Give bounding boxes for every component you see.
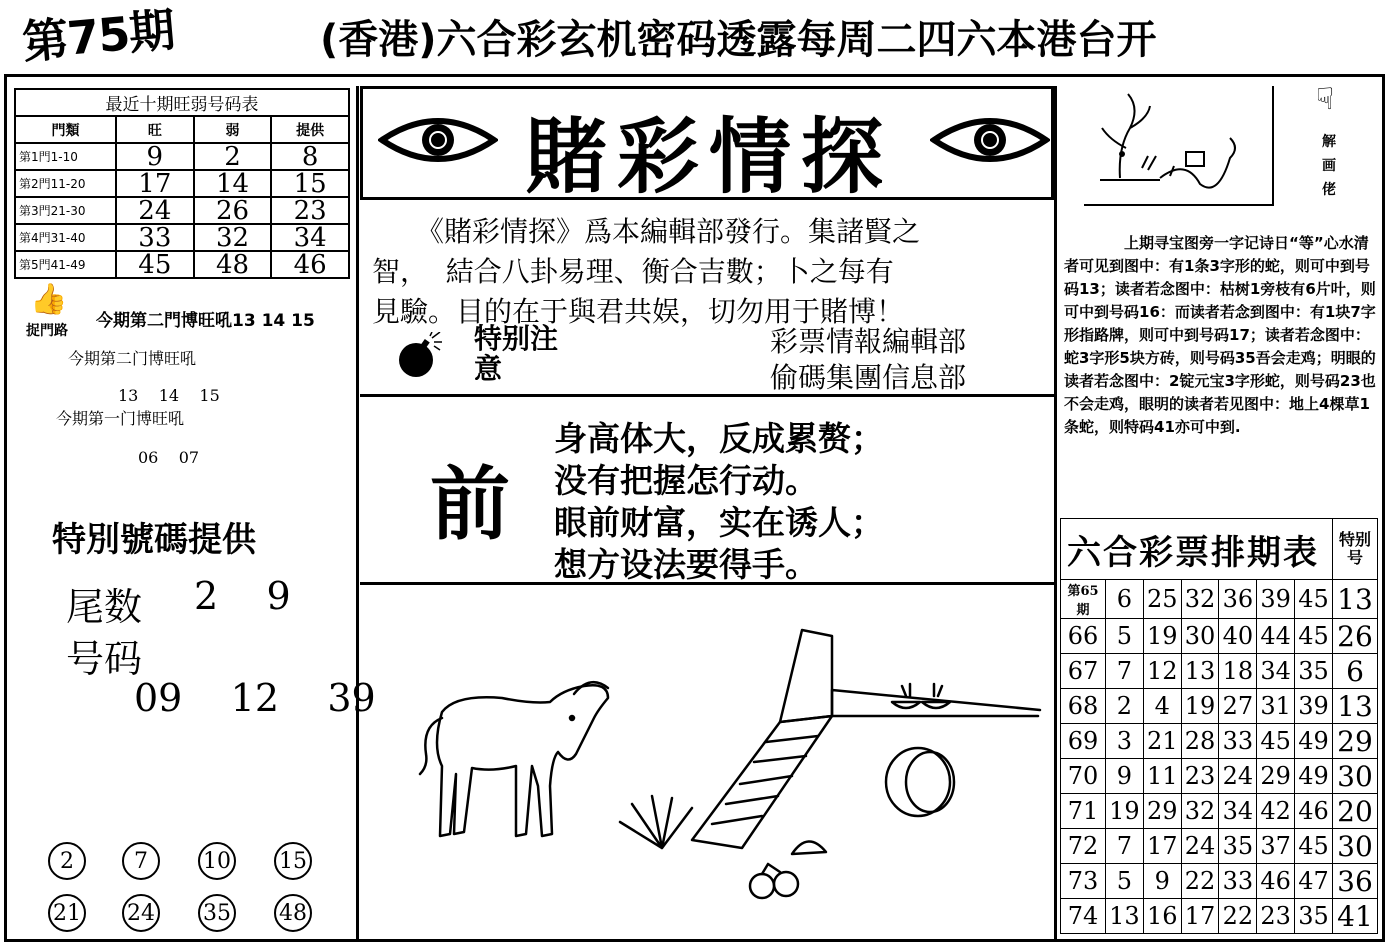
schedule-row — [1061, 899, 1378, 934]
draw-number: 39 — [1295, 689, 1333, 724]
draw-number: 33 — [1219, 864, 1257, 899]
draw-number: 25 — [1143, 580, 1181, 619]
draw-number: 31 — [1257, 689, 1295, 724]
poem-line: 眼前财富，实在诱人； — [554, 503, 884, 542]
schedule-body — [1061, 580, 1378, 934]
period-cell: 73 — [1061, 864, 1106, 899]
tip-line: 今期第二門博旺吼13 14 15 — [96, 311, 315, 331]
schedule-row — [1061, 759, 1378, 794]
draw-number: 2 — [1106, 689, 1144, 724]
draw-number: 47 — [1295, 864, 1333, 899]
period-cell: 72 — [1061, 829, 1106, 864]
schedule-row — [1061, 724, 1378, 759]
period-cell: 68 — [1061, 689, 1106, 724]
special-number: 30 — [1333, 759, 1378, 794]
draw-number: 39 — [1257, 580, 1295, 619]
schedule-row — [1061, 829, 1378, 864]
tail-values: 2 9 — [194, 574, 291, 618]
special-number: 20 — [1333, 794, 1378, 829]
draw-number: 24 — [1219, 759, 1257, 794]
row-label: 第1門1-10 — [15, 143, 116, 170]
draw-number: 32 — [1181, 580, 1219, 619]
schedule-row — [1061, 689, 1378, 724]
draw-number: 23 — [1257, 899, 1295, 934]
draw-number: 27 — [1219, 689, 1257, 724]
number-circle: 48 — [274, 894, 312, 932]
thumbs-up-icon: 👍 — [30, 282, 68, 317]
draw-number: 29 — [1257, 759, 1295, 794]
draw-number: 46 — [1257, 864, 1295, 899]
hint-paragraph: 上期寻宝图旁一字记诗日“等”心水清者可见到图中：有1条3字形的蛇，则可中到号码13；读者若念图中：枯树1旁枝有6片叶，则可中到号码16：而读者若念到图中：有1块7字形指路牌，则可中到号码17；读者若念图中：蛇3字形5块方砖，则号码35吾会走鸡；明眼的读者若念图中：2锭元宝3字形蛇，则号码23也不会走鸡，眼明的读者若见图中：地上4棵草1条蛇，则特码41亦可中到. — [1064, 234, 1376, 436]
draw-number: 7 — [1106, 829, 1144, 864]
table-row — [15, 170, 349, 197]
intro-line: 見驗。目的在于與君共娱，切勿用于賭博！ — [372, 295, 905, 328]
schedule-special-header: 特别号 — [1333, 519, 1378, 580]
draw-number: 23 — [1181, 759, 1219, 794]
divider-left — [356, 86, 359, 942]
riddle-char: 前 — [430, 458, 510, 551]
period-cell: 70 — [1061, 759, 1106, 794]
draw-number: 44 — [1257, 619, 1295, 654]
draw-number: 28 — [1181, 724, 1219, 759]
period-cell: 66 — [1061, 619, 1106, 654]
hot-value: 24 — [116, 197, 194, 224]
offer-value: 46 — [271, 251, 349, 278]
number-circle: 35 — [198, 894, 236, 932]
number-circle: 24 — [122, 894, 160, 932]
draw-number: 35 — [1295, 899, 1333, 934]
code-label: 号码 — [66, 637, 143, 681]
row-label: 第4門31-40 — [15, 224, 116, 251]
schedule-row — [1061, 654, 1378, 689]
period-cell: 71 — [1061, 794, 1106, 829]
offer-value: 23 — [271, 197, 349, 224]
special-number: 36 — [1333, 864, 1378, 899]
special-number: 6 — [1333, 654, 1378, 689]
draw-number: 17 — [1143, 829, 1181, 864]
period-cell: 67 — [1061, 654, 1106, 689]
draw-number: 13 — [1181, 654, 1219, 689]
dept-name-2: 偷碼集團信息部 — [770, 361, 967, 394]
draw-number: 4 — [1143, 689, 1181, 724]
schedule-row — [1061, 580, 1378, 619]
special-number: 13 — [1333, 580, 1378, 619]
draw-number: 5 — [1106, 864, 1144, 899]
draw-number: 16 — [1143, 899, 1181, 934]
special-notice: 特别注意 — [474, 322, 559, 385]
headline: (香港)六合彩玄机密码透露每周二四六本港台开 — [320, 17, 1157, 63]
issue-number: 第75期 — [20, 2, 177, 70]
draw-number: 34 — [1219, 794, 1257, 829]
draw-number: 19 — [1106, 794, 1144, 829]
schedule-row — [1061, 794, 1378, 829]
divider-right — [1054, 86, 1057, 942]
bomb-icon — [396, 332, 442, 378]
draw-number: 45 — [1295, 829, 1333, 864]
note-numbers-2: 06 07 — [138, 448, 200, 467]
intro-line: 智， 結合八卦易理、衡合吉數；卜之每有 — [372, 255, 894, 288]
table-caption: 最近十期旺弱号码表 — [15, 89, 349, 116]
draw-number: 19 — [1181, 689, 1219, 724]
hot-value: 33 — [116, 224, 194, 251]
draw-number: 6 — [1106, 580, 1144, 619]
masthead-title: 賭彩情探 — [524, 109, 893, 205]
calf — [437, 685, 608, 836]
hot-value: 17 — [116, 170, 194, 197]
draw-number: 34 — [1257, 654, 1295, 689]
riddle-illustration — [362, 586, 1052, 938]
cold-value: 14 — [194, 170, 272, 197]
table-header: 門類 — [15, 116, 116, 143]
draw-number: 42 — [1257, 794, 1295, 829]
draw-number: 46 — [1295, 794, 1333, 829]
pointing-hand-icon: ☟ — [1316, 82, 1335, 117]
draw-number: 49 — [1295, 759, 1333, 794]
hot-value: 45 — [116, 251, 194, 278]
special-number: 26 — [1333, 619, 1378, 654]
draw-number: 36 — [1219, 580, 1257, 619]
eye-icon — [378, 112, 498, 168]
schedule-row — [1061, 619, 1378, 654]
hint-text — [1064, 232, 1378, 439]
period-cell: 69 — [1061, 724, 1106, 759]
tip-label: 捉門路 — [26, 323, 68, 339]
note-line-1: 今期第二门博旺吼 — [68, 349, 197, 368]
poem-line: 身高体大，反成累赘； — [554, 419, 884, 458]
tail-label: 尾数 — [66, 585, 143, 629]
draw-number: 3 — [1106, 724, 1144, 759]
special-number: 29 — [1333, 724, 1378, 759]
offer-value: 15 — [271, 170, 349, 197]
draw-number: 17 — [1181, 899, 1219, 934]
table-row — [15, 143, 349, 170]
table-header: 旺 — [116, 116, 194, 143]
draw-number: 22 — [1219, 899, 1257, 934]
hot-value: 9 — [116, 143, 194, 170]
number-circle: 7 — [122, 842, 160, 880]
vertical-label: 解画佬 — [1322, 134, 1336, 198]
draw-number: 35 — [1295, 654, 1333, 689]
ramp-top — [780, 630, 832, 722]
intro-text — [372, 212, 1052, 332]
special-number: 13 — [1333, 689, 1378, 724]
table-row — [15, 197, 349, 224]
draw-number: 30 — [1181, 619, 1219, 654]
draw-schedule-table — [1060, 518, 1378, 934]
draw-number: 12 — [1143, 654, 1181, 689]
number-circle: 10 — [198, 842, 236, 880]
draw-number: 11 — [1143, 759, 1181, 794]
draw-number: 5 — [1106, 619, 1144, 654]
poem-line: 想方设法要得手。 — [554, 545, 818, 584]
cold-value: 48 — [194, 251, 272, 278]
hint-picture — [1090, 88, 1270, 198]
draw-number: 45 — [1295, 580, 1333, 619]
eye-icon — [930, 112, 1050, 168]
table-row — [15, 251, 349, 278]
draw-number: 13 — [1106, 899, 1144, 934]
offer-value: 8 — [271, 143, 349, 170]
draw-number: 7 — [1106, 654, 1144, 689]
offer-value: 34 — [271, 224, 349, 251]
draw-number: 24 — [1181, 829, 1219, 864]
dept-name-1: 彩票情報編輯部 — [770, 325, 967, 358]
table-header: 提供 — [271, 116, 349, 143]
draw-number: 18 — [1219, 654, 1257, 689]
table-row — [15, 224, 349, 251]
draw-number: 9 — [1106, 759, 1144, 794]
note-line-2: 今期第一门博旺吼 — [56, 409, 185, 428]
cold-value: 32 — [194, 224, 272, 251]
draw-number: 32 — [1181, 794, 1219, 829]
note-numbers-1: 13 14 15 — [118, 386, 220, 405]
special-number: 41 — [1333, 899, 1378, 934]
schedule-title: 六合彩票排期表 — [1061, 519, 1333, 580]
draw-number: 21 — [1143, 724, 1181, 759]
draw-number: 37 — [1257, 829, 1295, 864]
draw-number: 45 — [1295, 619, 1333, 654]
special-number: 30 — [1333, 829, 1378, 864]
intro-line: 《賭彩情探》爲本編輯部發行。集諸賢之 — [416, 215, 921, 248]
draw-number: 49 — [1295, 724, 1333, 759]
code-values: 09 12 39 — [134, 676, 376, 720]
special-title: 特別號碼提供 — [52, 520, 256, 560]
draw-number: 22 — [1181, 864, 1219, 899]
number-circle: 21 — [48, 894, 86, 932]
draw-number: 19 — [1143, 619, 1181, 654]
poem-line: 没有把握怎行动。 — [554, 461, 818, 500]
schedule-row — [1061, 864, 1378, 899]
table-header: 弱 — [194, 116, 272, 143]
period-cell: 第65期 — [1061, 580, 1106, 619]
draw-number: 33 — [1219, 724, 1257, 759]
draw-number: 45 — [1257, 724, 1295, 759]
draw-number: 40 — [1219, 619, 1257, 654]
draw-number: 29 — [1143, 794, 1181, 829]
number-circle: 15 — [274, 842, 312, 880]
row-label: 第2門11-20 — [15, 170, 116, 197]
cold-value: 26 — [194, 197, 272, 224]
hot-cold-table — [14, 88, 350, 279]
draw-number: 35 — [1219, 829, 1257, 864]
cold-value: 2 — [194, 143, 272, 170]
draw-number: 9 — [1143, 864, 1181, 899]
row-label: 第5門41-49 — [15, 251, 116, 278]
period-cell: 74 — [1061, 899, 1106, 934]
riddle-poem — [554, 418, 884, 586]
row-label: 第3門21-30 — [15, 197, 116, 224]
number-circle: 2 — [48, 842, 86, 880]
masthead — [364, 86, 1054, 205]
